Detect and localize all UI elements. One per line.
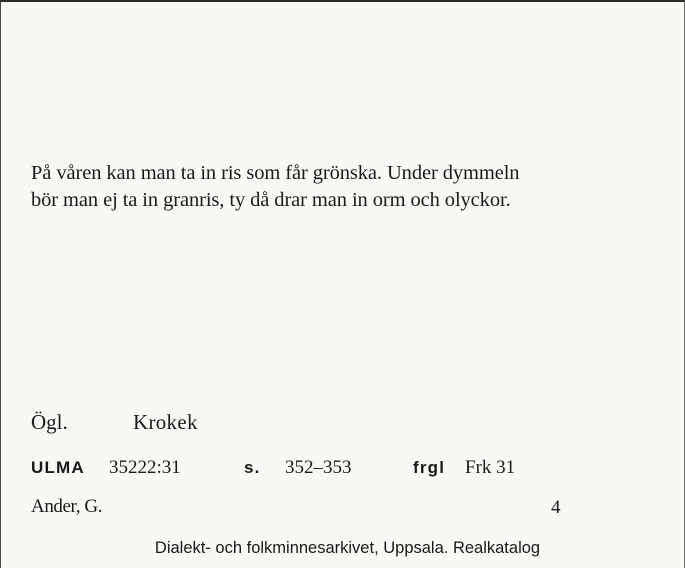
- card-text: [31, 160, 671, 214]
- s-label: s.: [244, 458, 261, 477]
- ulma-value: 35222:31: [109, 457, 181, 478]
- card-text-line: bör man ej ta in granris, ty då drar man in orm och olyckor.: [31, 189, 511, 211]
- card-number: 4: [551, 497, 561, 518]
- ogl-label: Ögl.: [31, 410, 68, 434]
- ulma-label: ULMA: [31, 458, 85, 477]
- author: Ander, G.: [31, 496, 103, 517]
- ogl-value: Krokek: [133, 410, 198, 434]
- card-footer: Dialekt- och folkminnesarkivet, Uppsala. Realkatalog: [154, 539, 541, 557]
- s-value: 352–353: [285, 457, 352, 478]
- frgl-label: frgl: [413, 458, 446, 477]
- frgl-value: Frk 31: [465, 457, 516, 478]
- card-text-line: På våren kan man ta in ris som får grönska. Under dymmeln: [31, 162, 520, 184]
